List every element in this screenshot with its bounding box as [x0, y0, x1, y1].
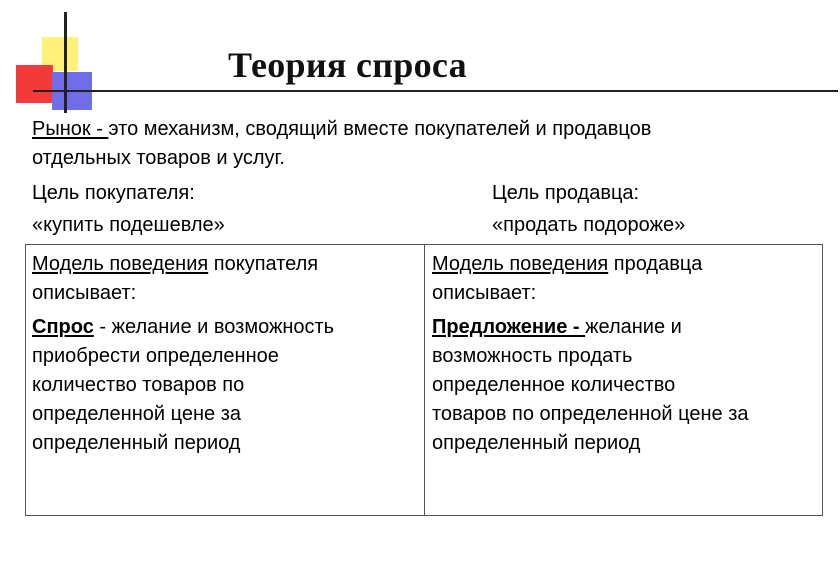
- buyer-goal-quote: «купить подешевле»: [32, 214, 225, 236]
- seller-model-cell: [432, 250, 749, 458]
- market-definition-line2: отдельных товаров и услуг.: [32, 147, 285, 169]
- buyer-model-heading-underlined: Модель поведения: [32, 253, 209, 275]
- supply-definition-start: желание и: [585, 316, 682, 338]
- title-underline: [33, 90, 838, 92]
- demand-definition-start: - желание и возможность: [93, 316, 335, 338]
- demand-term: Спрос: [32, 316, 94, 338]
- demand-definition-line: количество товаров по: [32, 374, 245, 396]
- seller-model-heading-rest: продавца: [608, 253, 703, 275]
- buyer-goal-label: Цель покупателя:: [32, 182, 195, 204]
- market-definition-text: это механизм, сводящий вместе покупателей и продавцов: [108, 118, 652, 140]
- market-definition-line1: [32, 116, 651, 143]
- buyer-model-cell: [32, 250, 334, 458]
- decor-red-square: [16, 65, 53, 103]
- demand-definition-line1: [32, 313, 334, 342]
- supply-term: Предложение -: [432, 316, 586, 338]
- demand-definition-line: определенной цене за: [32, 403, 241, 425]
- table-divider: [424, 244, 425, 516]
- seller-goal-quote: «продать подороже»: [492, 214, 686, 236]
- supply-definition-line: возможность продать: [432, 345, 633, 367]
- slide-title: Теория спроса: [228, 45, 467, 85]
- seller-goal-label: Цель продавца:: [492, 182, 640, 204]
- supply-definition-line1: [432, 313, 749, 342]
- buyer-model-describes: описывает:: [32, 282, 137, 304]
- demand-definition-line: определенный период: [32, 432, 241, 454]
- demand-definition-line: приобрести определенное: [32, 345, 279, 367]
- supply-definition-line: определенное количество: [432, 374, 676, 396]
- supply-definition-line: товаров по определенной цене за: [432, 403, 749, 425]
- supply-definition-line: определенный период: [432, 432, 641, 454]
- market-term: Рынок -: [32, 118, 109, 140]
- decor-vertical-line: [64, 12, 67, 113]
- buyer-model-heading: [32, 250, 334, 279]
- seller-model-describes: описывает:: [432, 282, 537, 304]
- seller-model-heading-underlined: Модель поведения: [432, 253, 609, 275]
- seller-model-heading: [432, 250, 749, 279]
- buyer-model-heading-rest: покупателя: [208, 253, 319, 275]
